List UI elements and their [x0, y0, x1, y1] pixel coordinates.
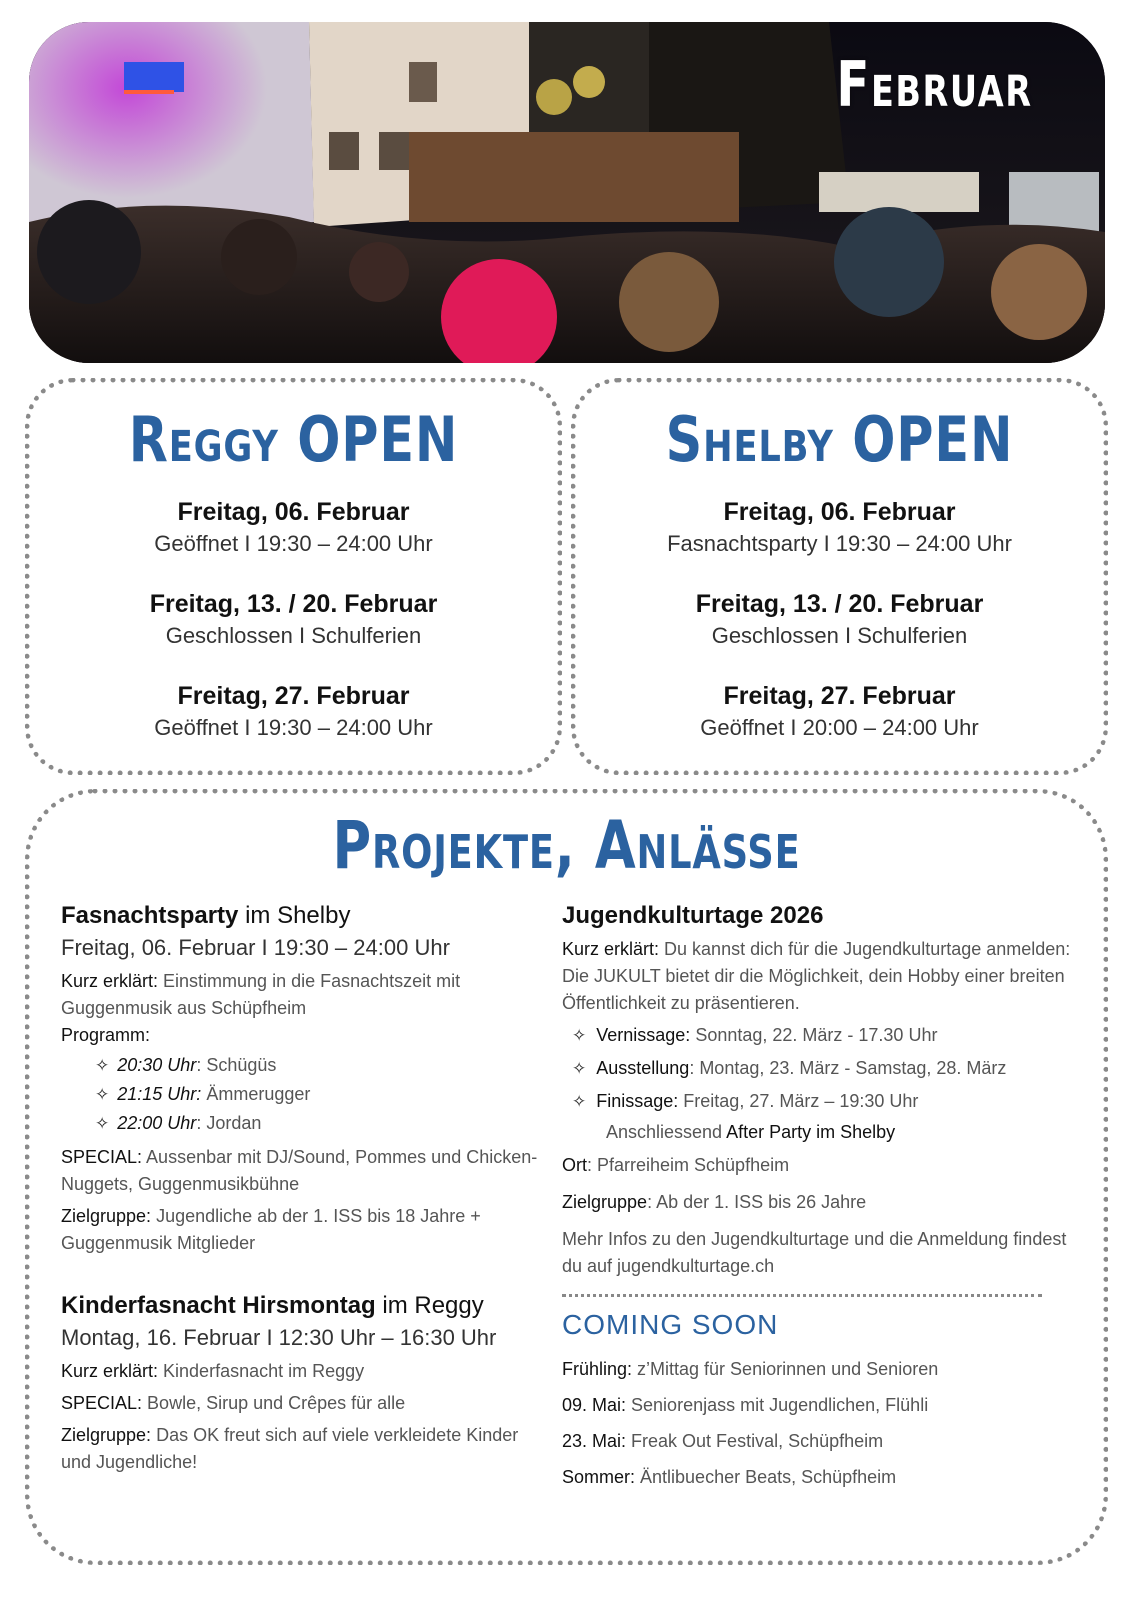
reggy-open-box — [25, 378, 562, 775]
label: Kurz erklärt: — [61, 971, 159, 991]
zielgruppe — [61, 1203, 541, 1257]
jukult-item — [572, 1019, 1082, 1052]
programm-time: 21:15 Uhr: — [117, 1084, 202, 1104]
projekte-right-column — [562, 900, 1082, 1495]
ort — [562, 1152, 1082, 1179]
label: Kurz erklärt: — [61, 1361, 159, 1381]
band-stage — [409, 132, 739, 222]
event-date: Freitag, 06. Februar I 19:30 – 24:00 Uhr — [61, 935, 450, 960]
coming-soon-title: COMING SOON — [562, 1309, 779, 1340]
text: : Ab der 1. ISS bis 26 Jahre — [647, 1192, 867, 1212]
schedule-info: Geöffnet I 19:30 – 24:00 Uhr — [154, 715, 433, 740]
text: z’Mittag für Seniorinnen und Senioren — [632, 1359, 939, 1379]
after-party-note — [606, 1118, 1082, 1146]
text: Bowle, Sirup und Crêpes für alle — [142, 1393, 406, 1413]
label: Zielgruppe — [562, 1192, 648, 1212]
programm-item — [95, 1109, 541, 1138]
schedule-info: Geöffnet I 19:30 – 24:00 Uhr — [154, 531, 433, 556]
schedule-entry — [576, 679, 1103, 743]
coming-soon-item — [562, 1423, 1082, 1459]
schedule-day: Freitag, 06. Februar — [723, 498, 956, 526]
neon-sign — [124, 62, 184, 92]
event-title-bold: Jugendkulturtage 2026 — [562, 902, 824, 929]
jukult-item — [572, 1052, 1082, 1085]
zielgruppe — [562, 1189, 1082, 1216]
schedule-entry — [576, 587, 1103, 651]
sep: : — [196, 1055, 207, 1075]
coming-soon-item — [562, 1387, 1082, 1423]
text: Du kannst dich für die Jugendkulturtage anmelden: Die JUKULT bietet dir die Möglichkeit, dein Hobby einer breiten Öffentlichkeit zu präsentieren. — [562, 939, 1071, 1013]
label: SPECIAL: — [61, 1147, 143, 1167]
schedule-info: Geschlossen I Schulferien — [711, 623, 968, 648]
event-title-bold: Kinderfasnacht Hirsmontag — [61, 1292, 376, 1319]
schedule-day: Freitag, 13. / 20. Februar — [149, 590, 438, 618]
label: 09. Mai: — [562, 1395, 627, 1415]
schedule-info: Fasnachtsparty I 19:30 – 24:00 Uhr — [667, 531, 1012, 556]
schedule-entry — [30, 495, 557, 559]
text: Anschliessend — [606, 1122, 727, 1142]
zielgruppe — [61, 1422, 541, 1476]
special — [61, 1144, 541, 1198]
label: SPECIAL: — [61, 1393, 143, 1413]
label: 23. Mai: — [562, 1431, 627, 1451]
text: : Pfarreiheim Schüpfheim — [587, 1155, 790, 1175]
schedule-info: Geschlossen I Schulferien — [165, 623, 422, 648]
label: Frühling: — [562, 1359, 633, 1379]
label: Ausstellung — [596, 1058, 690, 1078]
label: Finissage: — [596, 1091, 679, 1111]
coming-soon-item — [562, 1351, 1082, 1387]
after-party-highlight: After Party im Shelby — [726, 1122, 896, 1142]
event-title-jugendkulturtage — [562, 900, 1082, 932]
schedule-entry — [30, 587, 557, 651]
special — [61, 1390, 541, 1417]
kurz-erklaert — [61, 968, 541, 1022]
projekte-box — [25, 789, 1108, 1565]
sparkle-star-icon: ✧ — [95, 1085, 110, 1104]
jukult-dates-list — [572, 1019, 1082, 1146]
tent — [819, 172, 979, 212]
blue-beanie — [834, 207, 944, 317]
programm-list — [95, 1051, 541, 1138]
neon-sign-red — [124, 90, 174, 94]
sparkle-star-icon: ✧ — [572, 1059, 587, 1078]
programm-item — [95, 1080, 541, 1109]
kurz-erklaert — [61, 1358, 541, 1385]
sparkle-star-icon: ✧ — [572, 1026, 587, 1045]
label: Programm: — [61, 1025, 151, 1045]
schedule-entry — [30, 679, 557, 743]
sparkle-star-icon: ✧ — [95, 1114, 110, 1133]
coming-soon-item — [562, 1459, 1082, 1495]
projekte-left-column — [61, 900, 541, 1481]
programm-time: 22:00 Uhr — [117, 1113, 197, 1133]
schedule-day: Freitag, 13. / 20. Februar — [695, 590, 984, 618]
text: Freak Out Festival, Schüpfheim — [626, 1431, 884, 1451]
text: Sonntag, 22. März - 17.30 Uhr — [690, 1025, 938, 1045]
reggy-open-title: Reggy OPEN — [128, 403, 459, 476]
label: Kurz erklärt: — [562, 939, 660, 959]
text: Das OK freut sich auf viele verkleidete Kinder und Jugendliche! — [61, 1425, 519, 1472]
text: Aussenbar mit DJ/Sound, Pommes und Chicken-Nuggets, Guggenmusikbühne — [61, 1147, 538, 1194]
sparkle-star-icon: ✧ — [95, 1056, 110, 1075]
hero-photo — [29, 22, 1105, 363]
schedule-entry — [576, 495, 1103, 559]
event-title-fasnachtsparty — [61, 900, 541, 932]
mehr-infos: Mehr Infos zu den Jugendkulturtage und die Anmeldung findest du auf jugendkulturtage.ch — [562, 1229, 1067, 1276]
projekte-title: Projekte, Anlässe — [332, 807, 801, 884]
text: Seniorenjass mit Jugendlichen, Flühli — [626, 1395, 929, 1415]
sep: : — [196, 1113, 207, 1133]
event-title-bold: Fasnachtsparty — [61, 902, 239, 929]
schedule-day: Freitag, 27. Februar — [177, 682, 410, 710]
month-title: Februar — [836, 48, 1033, 121]
label: Vernissage: — [596, 1025, 691, 1045]
shelby-open-title: Shelby OPEN — [665, 403, 1014, 476]
label: Zielgruppe: — [61, 1206, 152, 1226]
programm-act: Schügüs — [206, 1055, 277, 1075]
event-date: Montag, 16. Februar I 12:30 Uhr – 16:30 Uhr — [61, 1325, 497, 1350]
text: Freitag, 27. März – 19:30 Uhr — [678, 1091, 919, 1111]
schedule-day: Freitag, 06. Februar — [177, 498, 410, 526]
programm-act: Jordan — [206, 1113, 262, 1133]
label: Sommer: — [562, 1467, 636, 1487]
sparkle-star-icon: ✧ — [572, 1092, 587, 1111]
label: Zielgruppe: — [61, 1425, 152, 1445]
programm-time: 20:30 Uhr — [117, 1055, 197, 1075]
kurz-erklaert — [562, 936, 1082, 1017]
schedule-day: Freitag, 27. Februar — [723, 682, 956, 710]
programm-act: Ämmerugger — [206, 1084, 311, 1104]
label: Ort — [562, 1155, 587, 1175]
text: Äntlibuecher Beats, Schüpfheim — [635, 1467, 897, 1487]
text: Jugendliche ab der 1. ISS bis 18 Jahre + Guggenmusik Mitglieder — [61, 1206, 481, 1253]
sousaphone — [536, 79, 572, 115]
reggy-schedule — [30, 495, 557, 743]
programm-item — [95, 1051, 541, 1080]
shelby-open-box — [571, 378, 1108, 775]
text: Kinderfasnacht im Reggy — [158, 1361, 365, 1381]
text: : Montag, 23. März - Samstag, 28. März — [689, 1058, 1007, 1078]
event-title-kinderfasnacht — [61, 1290, 541, 1322]
shelby-schedule — [576, 495, 1103, 743]
dotted-divider — [562, 1294, 1042, 1297]
text: Einstimmung in die Fasnachtszeit mit Guggenmusik aus Schüpfheim — [61, 971, 461, 1018]
schedule-info: Geöffnet I 20:00 – 24:00 Uhr — [700, 715, 979, 740]
programm-label — [61, 1022, 541, 1049]
jukult-item — [572, 1085, 1082, 1118]
event-title-location: im Reggy — [375, 1292, 484, 1319]
event-title-location: im Shelby — [238, 902, 351, 929]
